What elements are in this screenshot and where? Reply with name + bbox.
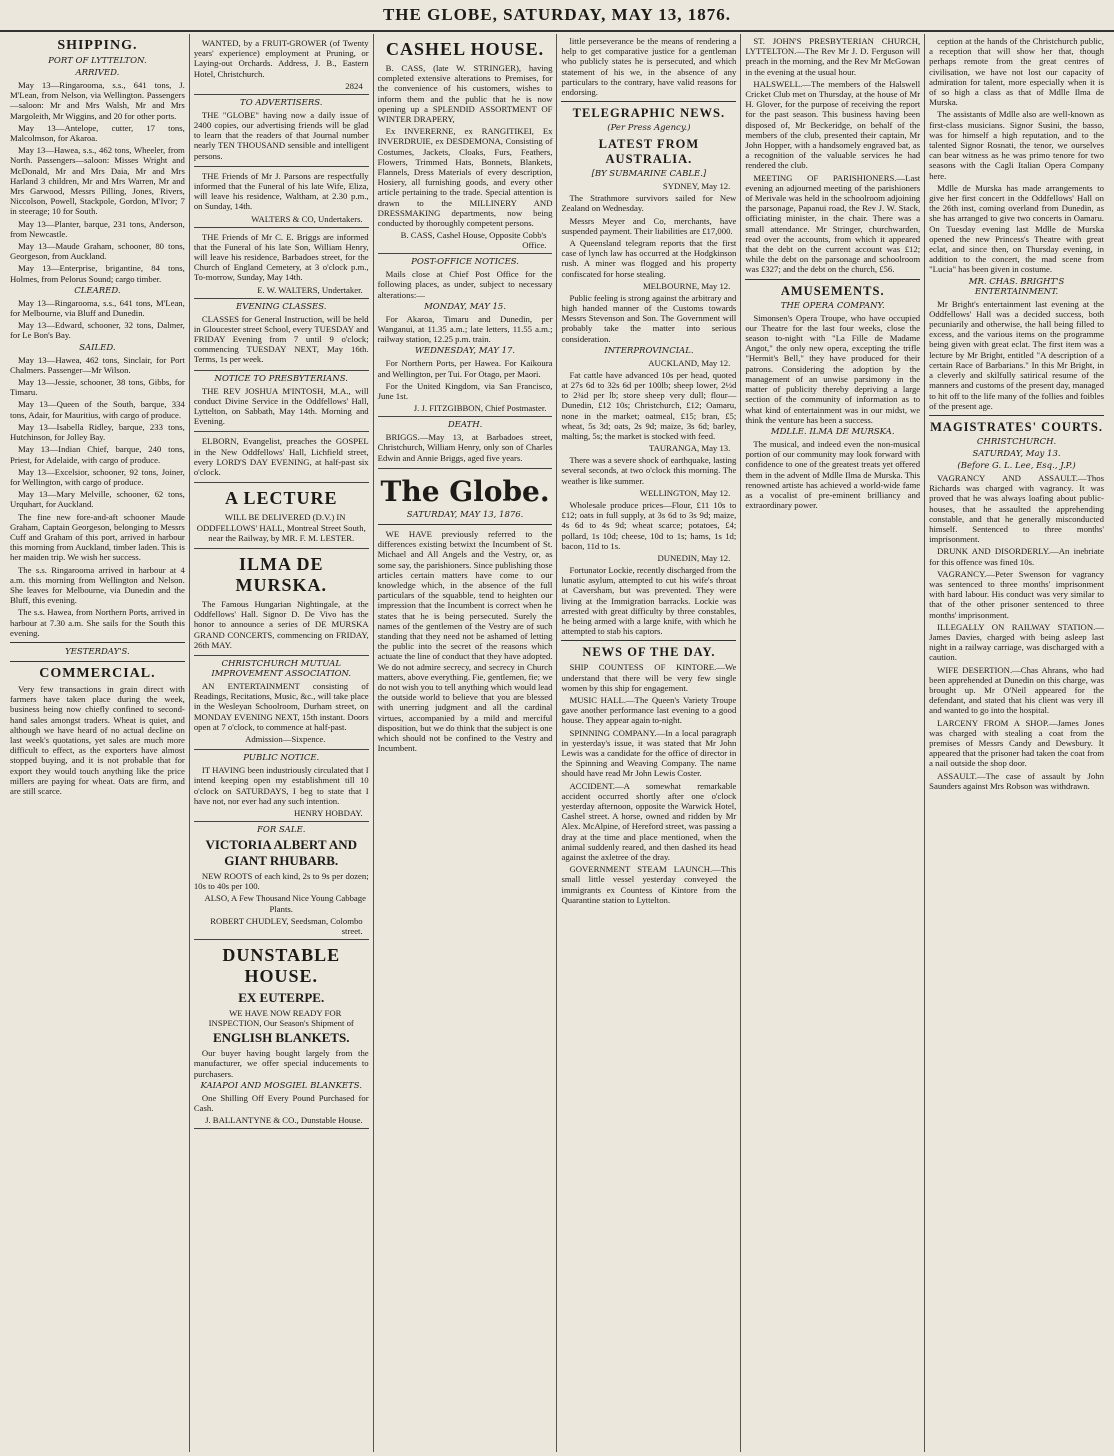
- sailed-entry: May 13—Queen of the South, barque, 334 tons, Adair, for Mauritius, with cargo of produce.: [10, 399, 185, 420]
- sailed-entry: May 13—Mary Melville, schooner, 62 tons, Urquhart, for Auckland.: [10, 489, 185, 510]
- arrival-entry: May 13—Antelope, cutter, 17 tons, Malcolmson, for Akaroa.: [10, 122, 185, 144]
- telegraphic-heading: TELEGRAPHIC NEWS.: [572, 106, 726, 121]
- court-case: LARCENY FROM A SHOP.—James Jones was charged with stealing a coat from the premises of Messrs Candy and Dewsbury. It appeared that the prisoner had taken the coat from a nail outside the shop door.: [929, 717, 1104, 769]
- dateline: AUCKLAND, May 12.: [648, 357, 731, 368]
- dunstable-title: DUNSTABLE HOUSE.: [222, 944, 341, 986]
- column-cashel-leader: [374, 34, 558, 1452]
- advert-text: THE Friends of Mr J. Parsons are respectfully informed that the Funeral of his late Wife, Eliza, will leave his residence, Waltham, at 2.30 p.m., on Sunday, 14th.: [193, 170, 369, 212]
- commercial-heading: COMMERCIAL.: [39, 665, 156, 681]
- advert: [194, 299, 369, 371]
- advert-text: Our buyer having bought largely from the manufacturer, we offer special inducements to purchasers.: [193, 1048, 369, 1079]
- cleared-entry: May 13—Edward, schooner, 32 tons, Dalmer, for Le Bon's Bay.: [10, 320, 185, 341]
- advert: [194, 483, 369, 549]
- cleared-heading: CLEARED.: [74, 285, 121, 296]
- advert-text: IT HAVING been industriously circulated that I intend keeping open my establishment till 10 o'clock on SATURDAYS, I beg to state that I have not, nor ever had any such intention.: [193, 765, 369, 806]
- column-shipping: [6, 34, 190, 1452]
- advert: [378, 34, 553, 254]
- mail-day: MONDAY, MAY 15.: [424, 301, 507, 312]
- amusements-heading: AMUSEMENTS.: [780, 283, 885, 298]
- advert-heading: EVENING CLASSES.: [236, 301, 327, 312]
- advert-heading: DEATH.: [447, 420, 483, 431]
- rhubarb-title: VICTORIA ALBERT AND GIANT RHUBARB.: [205, 836, 357, 868]
- advert-text: AN ENTERTAINMENT consisting of Readings, Recitations, Music, &c., will take place in the Wesleyan Schoolroom, Durham street, on MONDAY EVENING NEXT, 15th instant. Doors open at 7 o'clock, to commence at half-past.: [193, 680, 369, 732]
- arrival-entry: May 13—Enterprise, brigantine, 84 tons, Holmes, from Pelorus Sound; cargo timber.: [10, 263, 185, 284]
- cashel-title: CASHEL HOUSE.: [386, 39, 545, 59]
- news-heading: NEWS OF THE DAY.: [582, 645, 716, 660]
- news-item: ACCIDENT.—A somewhat remarkable accident occurred shortly after one o'clock yesterday afternoon, opposite the Warwick Hotel, Cashel street. A horse, owned and ridden by Mr Alex. McAlpine, of Hereford street, was passing a dray at the time and place mentioned, when the animal suddenly reared, and then dashed its head against the axletree of the dray.: [561, 780, 737, 862]
- advert-text: WILL BE DELIVERED (D.V.) IN ODDFELLOWS' HALL, Montreal Street South, near the Railway, by MR. F. M. LESTER.: [196, 512, 366, 543]
- advert: [194, 167, 369, 228]
- telegram-text: There was a severe shock of earthquake, lasting several seconds, at two o'clock this morning. The weather is like summer.: [561, 455, 737, 486]
- shipping-heading: SHIPPING.: [57, 38, 138, 53]
- amusement-text: The assistants of Mdlle also are well-known as first-class musicians. Signor Susini, the basso, was for himself a high reputation, and to the talented Signor Rosnati, the tenor, we ourselves can bear witness as he was primo tenore for two seasons with the Cagli Italian Opera Company here.: [929, 109, 1104, 181]
- telegram-text: Public feeling is strong against the arbitrary and high handed manner of the Customs towards Messrs Stevenson and Son. The Government will probably take the matter into serious consideration.: [561, 292, 737, 344]
- column-courts: [925, 34, 1108, 1452]
- arrival-entry: May 13—Maude Graham, schooner, 80 tons, Georgeson, from Auckland.: [10, 241, 185, 262]
- advert-text: THE "GLOBE" having now a daily issue of 2400 copies, our advertising friends will be glad to learn that the readers of that Journal number nearly TEN THOUSAND sensible and intelligent persons.: [193, 109, 369, 161]
- dateline: SYDNEY, May 12.: [662, 181, 731, 192]
- court-case: VAGRANCY.—Peter Swenson for vagrancy was sentenced to three months' imprisonment with hard labour. His conduct was very similar to that of the other prisoner sentenced to three months' imprisonment.: [929, 568, 1104, 620]
- divider: [929, 415, 1104, 416]
- admission: Admission—Sixpence.: [245, 733, 326, 744]
- news-item: MEETING OF PARISHIONERS.—Last evening an adjourned meeting of the parishioners of Merivale was held in the schoolroom adjoining the parsonage, Papanui road, the Rev J. W. Stack, officiating minister, in the chair. There was a small attendance. Mr Stringer, churchwarden, read over the accounts, from which it appeared that the debt on the current account was £12; while the debt on the parsonage and schoolroom was £327; and the debt on the church, £56.: [745, 172, 921, 275]
- shipping-note: The s.s. Hawea, from Northern Ports, arrived in harbour at 7.30 a.m. She sails for the South this evening.: [10, 607, 185, 638]
- port-heading: PORT OF LYTTELTON.: [48, 56, 147, 66]
- sailed-heading: SAILED.: [79, 342, 116, 353]
- dateline: MELBOURNE, May 12.: [642, 280, 731, 291]
- divider: [745, 279, 920, 280]
- advert: [194, 940, 369, 1129]
- amusement-text: Mdlle de Murska has made arrangements to give her first concert in the Oddfellows' Hall on the 26th inst, coming overland from Dunedin, as she has arranged to give two concerts in Oamaru. On Tuesday evening last Mdlle de Murska opened the new Princess's Theatre with great eclat, and since then, on Thursday evening, in addition to the concert, the mad scene from "Lucia" has been given in costume.: [929, 182, 1104, 275]
- commercial-text: Very few transactions in grain direct with farmers have taken place during the week, business being now chiefly confined to second-hand sales amongst traders. Wheat is quiet, and although we have heard of no actual decline on last week's quotations, yet sales are much more difficult to effect, as the exporters have almost stopped buying, and it is not probable that for export they would touch anything like the price millers are paying for wheat. Oats are firm, and are still scarce.: [10, 683, 185, 796]
- advert-text: ELBORN, Evangelist, preaches the GOSPEL in the New Oddfellows' Hall, Lichfield street, every LORD'S DAY EVENING, at half-past six o'clock.: [193, 436, 369, 478]
- advert-signature: ROBERT CHUDLEY, Seedsman, Colombo street.: [210, 915, 363, 936]
- court-case: DRUNK AND DISORDERLY.—An inebriate for this offence was fined 10s.: [929, 546, 1104, 567]
- advert-heading: CHRISTCHURCH MUTUAL IMPROVEMENT ASSOCIATION.: [211, 658, 352, 679]
- advert-heading: NOTICE TO PRESBYTERIANS.: [214, 373, 348, 384]
- advert-text: For the United Kingdom, via San Francisco, June 1st.: [377, 380, 553, 402]
- shipping-note: The s.s. Ringarooma arrived in harbour at 4 a.m. this morning from Wellington and Nelson. She leaves for Melbourne, via Dunedin and the Bluff, this evening.: [10, 564, 185, 606]
- advert: [194, 432, 369, 483]
- telegram-text: Fat cattle have advanced 10s per head, quoted at 27s 6d to 32s 6d per 100lb; sheep lower, 2½d to 2¾d per lb; store sheep very dull; flour—Dunedin, £12 10s; Christchurch, £12; Oamaru, none in the market; oatmeal, £15; bran, £5; wheat, 5s 3d; oats, 2s 9d; maize, 3s 6d; barley, malting, 5s; the market is stocked with feed.: [561, 369, 737, 442]
- news-item: SPINNING COMPANY.—In a local paragraph in yesterday's issue, it was stated that Mr John Lewis was a candidate for the office of director in the Spinning and Weaving Company. The name should have read Mr John Lewis Coster.: [561, 727, 737, 779]
- advert-number: 2824: [345, 80, 363, 91]
- advert-text: The Famous Hungarian Nightingale, at the Oddfellows' Hall. Signor D. De Vivo has the honor to announce a series of DE MURSKA GRAND CONCERTS, commencing on FRIDAY, 26th MAY.: [193, 598, 369, 650]
- advert: [378, 417, 553, 469]
- advert-text: B. CASS, (late W. STRINGER), having completed extensive alterations to Premises, for the convenience of his customers, wishes to inform them and the public that he is now opening up a SPLENDID ASSORTMENT OF WINTER DRAPERY,: [377, 63, 553, 125]
- arrival-entry: May 13—Planter, barque, 231 tons, Anderson, from Newcastle.: [10, 218, 185, 239]
- advert-signature: WALTERS & CO, Undertakers.: [251, 213, 363, 224]
- advert: [378, 254, 553, 417]
- advert-text: One Shilling Off Every Pound Purchased for Cash.: [193, 1092, 369, 1113]
- leader-continued: little perseverance be the means of rendering a help to get comparative justice for a gentleman who publicly states he is persecuted, and which statement of his we, in the absence of any particulars to the contrary, have valid reasons for endorsing.: [561, 36, 737, 98]
- column-advertisements: [190, 34, 374, 1452]
- divider: [561, 101, 736, 102]
- amusement-text: Simonsen's Opera Troupe, who have occupied our Theatre for the last four weeks, close the season to-night with "La Fille de Madame Angot," the only new opera, excepting the trifle "Hermit's Bell," they have produced for their patrons. Considering the adoption by the management of an unwise parsimony in the matter of publicity thereby depriving a large section of the community of information as to what kind of entertainment was in our midst, we think the venture has been a success.: [745, 312, 921, 425]
- advert-signature: HENRY HOBDAY.: [293, 807, 363, 818]
- news-item: MUSIC HALL.—The Queen's Variety Troupe gave another performance last evening to a good house. They appear again to-night.: [561, 694, 737, 726]
- yesterday-heading: YESTERDAY'S.: [65, 646, 130, 657]
- dateline: DUNEDIN, May 12.: [657, 552, 731, 563]
- shipping-note: The fine new fore-and-aft schooner Maude Graham, Captain Georgeson, belonging to Messrs Cuff and Graham of this port, arrived in harbour this morning from Auckland, timber laden. This is her maiden trip. We wish her success.: [10, 511, 185, 563]
- masthead: THE GLOBE, SATURDAY, MAY 13, 1876.: [0, 0, 1114, 32]
- advert: [194, 822, 369, 940]
- court-place: CHRISTCHURCH.: [976, 436, 1057, 447]
- advert: [194, 656, 369, 750]
- advert-text: For Akaroa, Timaru and Dunedin, per Wanganui, at 11.35 a.m.; late letters, 11.55 a.m.; railway station, 12.25 p.m. train.: [377, 313, 553, 345]
- news-item: ST. JOHN'S PRESBYTERIAN CHURCH, LYTTELTON.—The Rev Mr J. D. Ferguson will preach in the morning, and the Rev Mr McGowan in the evening at the usual hour.: [745, 36, 921, 77]
- advert: [194, 371, 369, 433]
- advert-signature: B. CASS, Cashel House, Opposite Cobb's Office.: [400, 230, 547, 251]
- amusement-text: Mr Bright's entertainment last evening at the Oddfellows' Hall was a decided success, both pecuniarily and otherwise, the hall being filled to excess, and the various items on the programme being given with great eclat. The first item was a lecture by Mr Bright, entitled "A description of a certain Race of Barbarians." In this Mr Bright, in a cleverly and skilfully satirical resume of the manners and customs of the present day, managed to hit off to the life many of the follies and foibles of the present age.: [929, 298, 1104, 411]
- advert-text: ALSO, A Few Thousand Nice Young Cabbage Plants.: [204, 893, 366, 914]
- court-case: ASSAULT.—The case of assault by John Saunders against Mrs Robson was withdrawn.: [929, 770, 1104, 791]
- lecture-title: A LECTURE: [224, 488, 338, 509]
- telegram-text: Fortunator Lockie, recently discharged from the lunatic asylum, attempted to cut his wife's throat at Caversham, but was prevented. They were living at the Immigration barracks. Lockie was arrested with great difficulty by three constables, he being armed with a large knife, with which he attempted to stab his captors.: [561, 564, 737, 637]
- advert-signature: J. J. FITZGIBBON, Chief Postmaster.: [413, 403, 547, 414]
- advert-text: THE REV JOSHUA M'INTOSH, M.A., will conduct Divine Service in the Oddfellows' Hall, Lyttelton, on Sabbath, May 14th. Morning and Evening.: [193, 385, 369, 427]
- court-case: VAGRANCY AND ASSAULT.—Thos Richards was charged with vagrancy. It was proved that he was always loafing about public-houses, that he assaulted the apprehending constable, and that he generally misconducted himself. Sentenced to three months' imprisonment.: [929, 472, 1104, 545]
- advert-heading: TO ADVERTISERS.: [240, 97, 323, 108]
- arrival-entry: May 13—Ringarooma, s.s., 641 tons, J. M'Lean, from Nelson, via Wellington. Passengers—saloon: Mr and Mrs Walsh, Mr and Mrs Margoleith, Mr Wiggins, and 20 for other ports.: [10, 80, 185, 121]
- sailed-entry: May 13—Indian Chief, barque, 240 tons, Priest, for Adelaide, with cargo of produce.: [10, 444, 185, 465]
- blankets-title: ENGLISH BLANKETS.: [212, 1030, 350, 1046]
- advert-heading: FOR SALE.: [257, 824, 306, 835]
- globe-title: The Globe.: [380, 474, 550, 508]
- telegram-text: Messrs Meyer and Co, merchants, have suspended payment. Their liabilities are £17,000.: [561, 215, 737, 236]
- cable-line: [BY SUBMARINE CABLE.]: [591, 169, 707, 180]
- news-item: SHIP COUNTESS OF KINTORE.—We understand that there will be very few single women by this ship for engagement.: [561, 662, 737, 693]
- divider: [378, 524, 553, 525]
- telegram-text: A Queensland telegram reports that the first case of lynch law has occurred at the Hodgkinson rush. A miner was flogged and his property confiscated for horse stealing.: [561, 238, 737, 279]
- mail-day: WEDNESDAY, MAY 17.: [415, 346, 516, 357]
- divider: [10, 661, 185, 662]
- news-item: HALSWELL.—The members of the Halswell Cricket Club met on Thursday, at the house of Mr H. Glover, for the purpose of receiving the report for the past season. This business having been disposed of, Mr Beckeridge, on behalf of the members of the club, presented their captain, Mr John Hopper, with a handsomely engraved bat, as a recognition of the valuable services he had rendered the club.: [745, 78, 921, 171]
- advert: [194, 34, 369, 95]
- advert-heading: PUBLIC NOTICE.: [243, 753, 320, 764]
- magistrates-heading: MAGISTRATES' COURTS.: [930, 419, 1103, 434]
- news-item: GOVERNMENT STEAM LAUNCH.—This small little vessel yesterday conveyed the immigrants ex Countess of Kintore from the Quarantine station to Lyttelton.: [561, 864, 737, 905]
- advert-signature: J. BALLANTYNE & CO., Dunstable House.: [205, 1115, 363, 1126]
- advert-text: CLASSES for General Instruction, will be held in Gloucester street School, every TUESDAY and FRIDAY Evening from 7 until 9 o'clock; commencing TUESDAY NEXT, May 16th. Terms, 1s per week.: [193, 313, 369, 365]
- column-telegraphic: [557, 34, 741, 1452]
- advert-text: WANTED, by a FRUIT-GROWER (of Twenty years' experience) employment at Pruning, or Laying-out Orchards. Address, J. B., Eastern Hotel, Christchurch.: [193, 38, 369, 79]
- cleared-entry: May 13—Ringarooma, s.s., 641 tons, M'Lean, for Melbourne, via Bluff and Dunedin.: [10, 297, 185, 319]
- advert: [194, 228, 369, 299]
- sailed-entry: May 13—Excelsior, schooner, 92 tons, Joiner, for Wellington, with cargo of produce.: [10, 466, 185, 487]
- column-local-amusements: [741, 34, 925, 1452]
- advert: [194, 549, 369, 656]
- australia-heading: LATEST FROM AUSTRALIA.: [598, 137, 700, 167]
- divider: [561, 640, 736, 641]
- telegram-text: The Strathmore survivors sailed for New Zealand on Wednesday.: [561, 193, 737, 214]
- court-date: SATURDAY, May 13.: [972, 448, 1061, 459]
- sailed-entry: May 13—Isabella Ridley, barque, 233 tons, Hutchinson, for Jolley Bay.: [10, 421, 185, 443]
- advert-text: WE HAVE NOW READY FOR INSPECTION, Our Season's Shipment of: [208, 1007, 354, 1028]
- advert-text: Mails close at Chief Post Office for the following places, as under, subject to necessary alterations:—: [377, 269, 553, 300]
- opera-heading: THE OPERA COMPANY.: [780, 300, 885, 311]
- advert-heading: POST-OFFICE NOTICES.: [411, 257, 519, 268]
- dateline: TAURANGA, May 13.: [648, 443, 731, 454]
- murska-heading: MDLLE. ILMA DE MURSKA.: [770, 426, 895, 437]
- court-case: ILLEGALLY ON RAILWAY STATION.—James Davies, charged with being asleep last night in a railway carriage, was discharged with a caution.: [929, 621, 1104, 663]
- advert-text: Ex INVERERNE, ex RANGITIKEI, Ex INVERDRUIE, ex DESDEMONA, Consisting of Costumes, Jackets, Cloaks, Furs, Feathers, Flowers, Trimmed Hats, Bonnets, Blankets, Flannels, Dress Materials of every description, Hosiery, all furnishing goods, and every other article pertaining to the trade. Special attention is drawn to the MILLINERY AND DRESSMAKING departments, now being conducted by thoroughly competent persons.: [377, 126, 553, 229]
- bright-heading: MR. CHAS. BRIGHT'S ENTERTAINMENT.: [968, 276, 1065, 297]
- advert-text: THE Friends of Mr C. E. Briggs are informed that the Funeral of his late Son, William Henry, will leave his residence, Barbadoes street, for the Church of England Cemetery, at 3 o'clock p.m., To-morrow, Sunday, May 14th.: [193, 231, 369, 283]
- sailed-entry: May 13—Jessie, schooner, 38 tons, Gibbs, for Timaru.: [10, 377, 185, 398]
- advert-text: For Northern Ports, per Hawea. For Kaikoura and Wellington, per Tui. For Otago, per Maori.: [377, 358, 553, 379]
- advert: [194, 95, 369, 167]
- court-case: WIFE DESERTION.—Chas Ahrans, who had been apprehended at Dunedin on this charge, was brought up. Mr O'Neil appeared for the defendant, and stated that his client was very ill and wanted to go into the hospital.: [929, 664, 1104, 716]
- divider: [10, 642, 185, 643]
- court-bench: (Before G. L. Lee, Esq., J.P.): [957, 460, 1076, 471]
- arrived-heading: ARRIVED.: [75, 68, 120, 78]
- ilma-title: ILMA DE MURSKA.: [235, 553, 327, 595]
- interprovincial-heading: INTERPROVINCIAL.: [604, 345, 694, 356]
- amusement-text: ception at the hands of the Christchurch public, a reception that will show her that, though perhaps remote from the great centres of civilisation, we have not lost our capacity of admiration for talent, more especially when it is of so high a class as that of Mdlle Ilma de Murska.: [929, 36, 1104, 108]
- columns: [6, 34, 1108, 1452]
- advert: [194, 750, 369, 822]
- telegram-text: Wholesale produce prices—Flour, £11 10s to £12; oats in full supply, at 3s 6d to 3s 9d; maize, 4s 6d to 4s 9d; wheat scarce; potatoes, £4; pollard, 1s 10d; cheese, 10d to 1s; hams, 1s 1d; bacon, 11d to 1s.: [561, 499, 737, 551]
- amusement-text: The musical, and indeed even the non-musical portion of our community may look forward with confidence to one of the greatest treats yet offered them in the advent of Mdlle Ilma de Murska. This renowned artiste has achieved a world-wide fame as a vocalist of pre-eminent brilliancy and extraordinary power.: [745, 438, 921, 511]
- advert-signature: E. W. WALTERS, Undertaker.: [257, 284, 363, 295]
- advert-text: BRIGGS.—May 13, at Barbadoes street, Christchurch, William Henry, only son of Charles Edwin and Annie Briggs, aged five years.: [377, 432, 553, 463]
- sailed-entry: May 13—Hawea, 462 tons, Sinclair, for Port Chalmers. Passenger—Mr Wilson.: [10, 354, 185, 375]
- leader-text: WE HAVE previously referred to the differences existing betwixt the Incumbent of St. Michael and All Angels and the Vestry, or, as some say, the parishioners. Since publishing those articles certain matters have come to our knowledge which, in the absence of the full particulars of the squabble, tend to heighten our impression that the Incumbent is correct when he states that he is being persecuted. Surely the names of the gentlemen of the Vestry are of such standing that they need not be ashamed of letting the public into the secret of the reasons which actuate the line of conduct that they have adopted. We do not admire secrecy, and secrecy in Church matters, above everything. Fie, gentlemen, fie; we do not wish you to tell anything which would lead the outside world to believe that you are blessed with unerring judgment and all the cardinal virtues, accompanied by a mild and merciful disposition, but we do think that the subject is one which should not be confined to the Vestry and Incumbent.: [377, 528, 553, 754]
- advert-heading: KAIAPOI AND MOSGIEL BLANKETS.: [200, 1080, 363, 1091]
- leader-date: SATURDAY, MAY 13, 1876.: [406, 509, 524, 520]
- euterpe-title: EX EUTERPE.: [238, 989, 325, 1005]
- agency-line: (Per Press Agency.): [607, 123, 691, 134]
- dateline: WELLINGTON, May 12.: [639, 487, 731, 498]
- advert-text: NEW ROOTS of each kind, 2s to 9s per dozen; 10s to 40s per 100.: [193, 870, 369, 892]
- arrival-entry: May 13—Hawea, s.s., 462 tons, Wheeler, from North. Passengers—saloon: Misses Wright and McDonald, Mr and Mrs Daia, Mr and Mrs Harland 3 children, Mr and Mrs Warren, Mr and Mrs Garwood, Messrs Pilling, Jones, Rivers, Niccolson, Powell, Stackpole, Gordon, M'Ivor; 7 in steerage; 10 for South.: [10, 145, 185, 217]
